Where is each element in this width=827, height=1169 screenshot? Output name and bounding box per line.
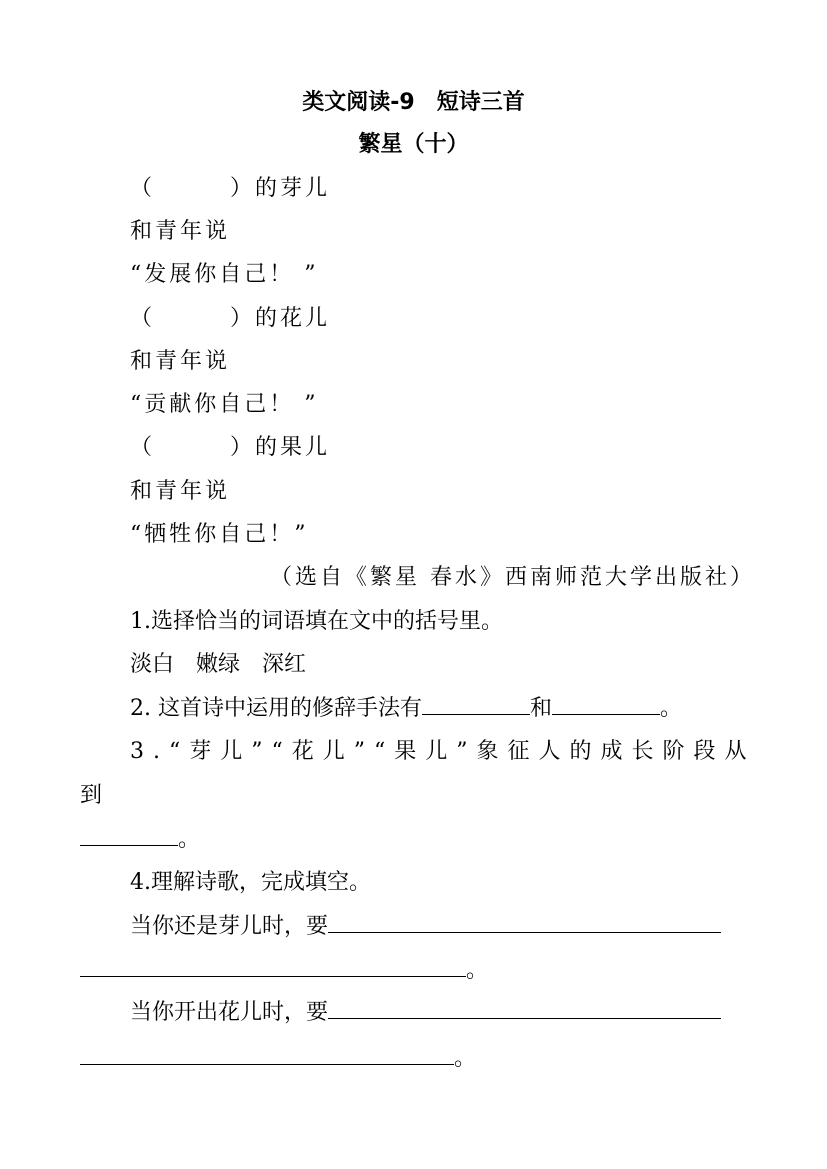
question-4-item-b-continued	[80, 1044, 476, 1074]
question-4-b-prefix: 当你开出花儿时，要	[130, 1000, 329, 1025]
answer-blank-stage[interactable]	[80, 827, 178, 846]
poem-line-1: （ ）的芽儿	[130, 176, 331, 201]
question-1: 1.选择恰当的词语填在文中的括号里。	[130, 609, 503, 634]
question-2-prefix: 2. 这首诗中运用的修辞手法有	[130, 696, 422, 721]
answer-blank-flower-2[interactable]	[80, 1046, 454, 1065]
question-1-options: 淡白 嫩绿 深红	[130, 652, 307, 677]
question-3-continued: 到	[80, 783, 103, 808]
question-4: 4.理解诗歌，完成填空。	[130, 870, 371, 895]
poem-line-9: “牺牲你自己！”	[130, 522, 309, 547]
poem-line-8: 和青年说	[130, 479, 231, 504]
question-3-end: 。	[178, 827, 201, 852]
question-4-b-end: 。	[454, 1046, 477, 1071]
poem-line-6: “贡献你自己！ ”	[130, 392, 319, 417]
question-4-item-b	[130, 998, 721, 1028]
question-4-item-a-continued	[80, 956, 488, 986]
poem-line-4: （ ）的花儿	[130, 306, 331, 331]
question-4-a-prefix: 当你还是芽儿时，要	[130, 914, 329, 939]
answer-blank-bud-1[interactable]	[328, 914, 721, 933]
question-4-item-a	[130, 912, 721, 942]
poem-line-2: 和青年说	[130, 219, 231, 244]
question-4-a-end: 。	[466, 958, 489, 983]
question-2-end: 。	[660, 696, 683, 721]
question-2-and: 和	[529, 696, 552, 721]
question-2	[130, 694, 682, 724]
source-citation: （选自《繁星 春水》西南师范大学出版社）	[270, 565, 755, 590]
page-title: 类文阅读-9 短诗三首	[302, 90, 525, 115]
question-3-answer-line	[80, 825, 200, 855]
answer-blank-rhetoric-2[interactable]	[552, 696, 660, 715]
poem-line-5: 和青年说	[130, 349, 231, 374]
poem-title: 繁星（十）	[358, 132, 469, 157]
answer-blank-rhetoric-1[interactable]	[422, 696, 530, 715]
question-3: 3.“芽儿”“花儿”“果儿”象征人的成长阶段从	[130, 739, 756, 764]
poem-line-3: “发展你自己！ ”	[130, 262, 319, 287]
answer-blank-flower-1[interactable]	[328, 1000, 721, 1019]
poem-line-7: （ ）的果儿	[130, 435, 331, 460]
answer-blank-bud-2[interactable]	[80, 958, 466, 977]
